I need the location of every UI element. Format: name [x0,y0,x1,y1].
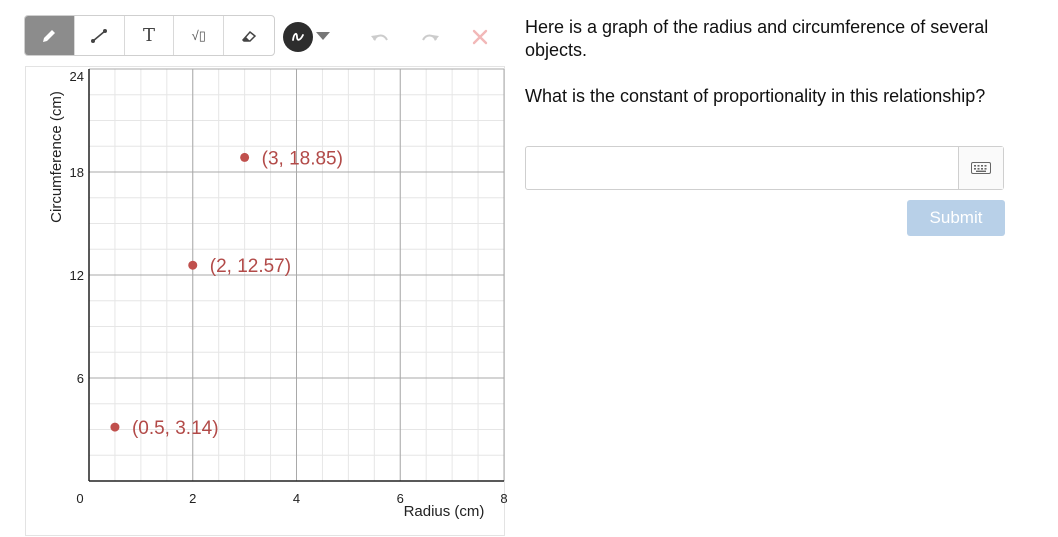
keyboard-button[interactable] [958,147,1003,189]
redo-button[interactable] [417,24,443,50]
pencil-tool-button[interactable] [25,16,75,55]
data-point [110,423,119,432]
math-tool-button[interactable] [174,16,224,55]
undo-icon [369,29,391,45]
color-picker-button[interactable] [283,22,313,52]
chevron-down-icon[interactable] [316,32,330,40]
y-axis-label: Circumference (cm) [48,91,65,223]
data-point-label: (0.5, 3.14) [131,418,219,440]
question-text-2: What is the constant of proportionality in this relationship? [525,86,986,106]
data-point-label: (2, 12.57) [209,256,292,278]
redo-icon [419,29,441,45]
math-icon: √▯ [191,27,206,43]
pencil-icon [40,27,58,45]
data-point [240,153,249,162]
graph-panel[interactable] [25,66,508,536]
clear-button[interactable] [467,24,493,50]
text-icon: T [142,25,155,46]
x-tick-label: 2 [189,491,197,506]
question-text-1: Here is a graph of the radius and circumference of several objects. [525,17,989,60]
text-tool-button[interactable] [125,16,175,55]
data-point [188,261,197,270]
eraser-icon [240,27,258,45]
x-tick-label: 8 [500,491,508,506]
answer-input[interactable] [526,147,958,189]
undo-button[interactable] [367,24,393,50]
answer-field [525,146,1004,190]
question-panel [525,16,995,131]
x-tick-label: 6 [396,491,404,506]
submit-button[interactable]: Submit [907,200,1005,236]
line-icon [90,27,108,45]
y-tick-label: 6 [76,371,84,386]
drawing-toolbar [24,15,275,56]
x-tick-label: 0 [76,491,84,506]
x-tick-label: 4 [292,491,301,506]
eraser-tool-button[interactable] [224,16,274,55]
line-tool-button[interactable] [75,16,125,55]
y-tick-label: 18 [69,165,84,180]
keyboard-icon [971,162,991,174]
data-point-label: (3, 18.85) [261,148,343,170]
y-tick-label: 24 [69,69,84,84]
close-icon [471,28,489,46]
scribble-icon [290,29,306,45]
scatter-chart [26,67,506,537]
x-axis-label: Radius (cm) [403,503,485,520]
y-tick-label: 12 [69,268,84,283]
